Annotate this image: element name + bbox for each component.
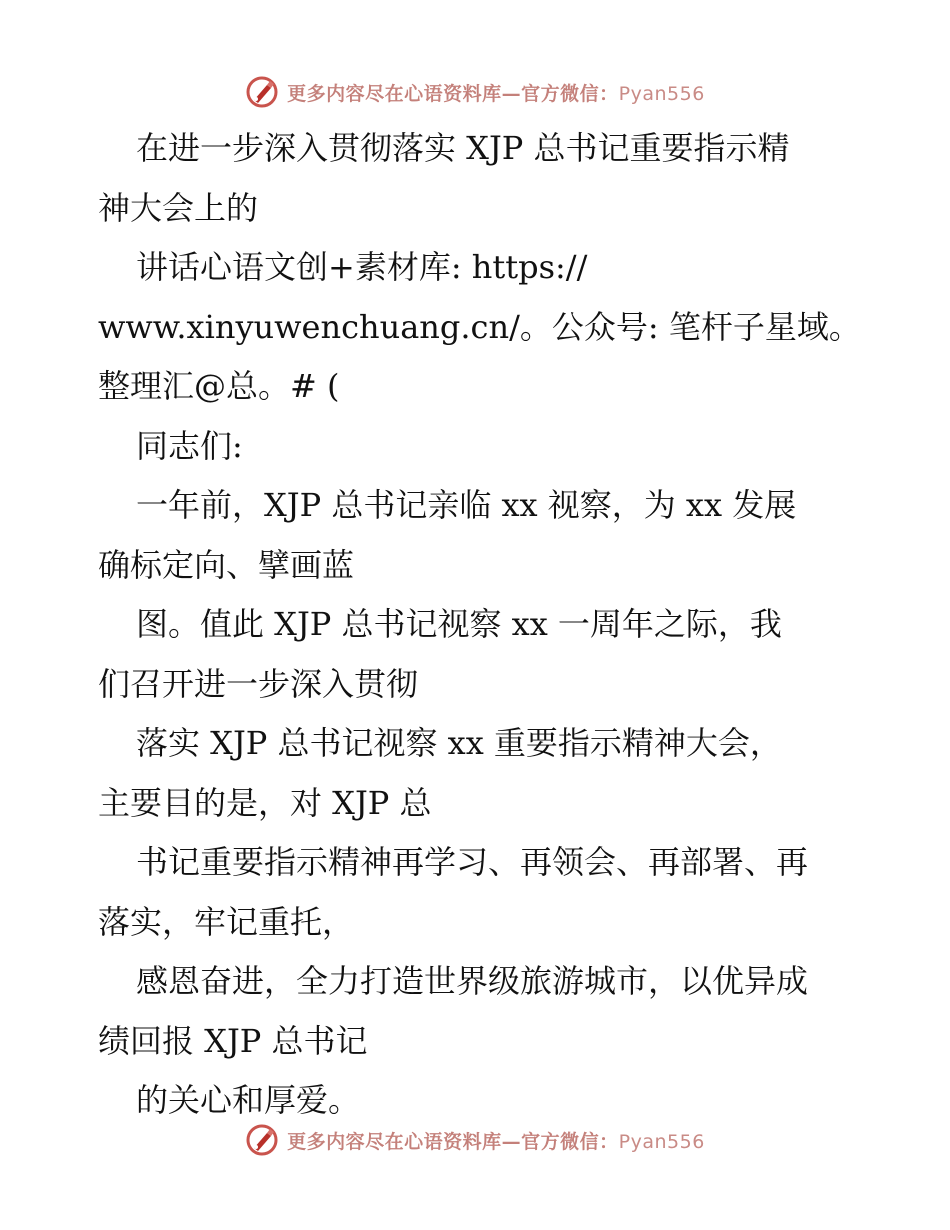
text-line: www.xinyuwenchuang.cn/。公众号: 笔杆子星域。 bbox=[98, 307, 861, 346]
text-line: 落实，牢记重托， bbox=[98, 902, 355, 941]
text-line: 图。值此 XJP 总书记视察 xx 一周年之际，我 bbox=[136, 605, 782, 643]
text-line: 绩回报 XJP 总书记 bbox=[98, 1021, 368, 1060]
text-line: 讲话心语文创+素材库: https:// bbox=[136, 248, 588, 286]
document-body bbox=[98, 119, 861, 1131]
paragraph bbox=[98, 238, 861, 417]
text-line: 在进一步深入贯彻落实 XJP 总书记重要指示精 bbox=[136, 129, 790, 167]
paragraph bbox=[98, 595, 858, 714]
text-line: 主要目的是，对 XJP 总 bbox=[98, 783, 432, 822]
paragraph bbox=[98, 833, 858, 952]
pen-seal-icon bbox=[245, 75, 279, 109]
paragraph bbox=[98, 417, 858, 477]
text-line: 确标定向、擘画蓝 bbox=[98, 545, 355, 584]
watermark-text: 更多内容尽在心语资料库—官方微信：Pyan556 bbox=[287, 1130, 705, 1153]
text-line: 感恩奋进，全力打造世界级旅游城市，以优异成 bbox=[136, 962, 809, 1000]
text-line: 落实 XJP 总书记视察 xx 重要指示精神大会， bbox=[136, 724, 782, 762]
paragraph bbox=[98, 714, 858, 833]
text-line: 们召开进一步深入贯彻 bbox=[98, 664, 419, 703]
paragraph bbox=[98, 952, 858, 1071]
footer-watermark bbox=[0, 1120, 950, 1160]
text-line: 神大会上的 bbox=[98, 188, 259, 227]
paragraph bbox=[98, 119, 858, 238]
text-line: 的关心和厚爱。 bbox=[136, 1081, 361, 1119]
text-line: 同志们: bbox=[136, 426, 243, 465]
text-line: 书记重要指示精神再学习、再领会、再部署、再 bbox=[136, 843, 809, 881]
pen-seal-icon bbox=[245, 1123, 279, 1157]
header-watermark bbox=[0, 72, 950, 112]
text-line: 一年前，XJP 总书记亲临 xx 视察，为 xx 发展 bbox=[136, 486, 797, 524]
paragraph bbox=[98, 476, 858, 595]
watermark-text: 更多内容尽在心语资料库—官方微信：Pyan556 bbox=[287, 82, 705, 105]
text-line: 整理汇@总。# ( bbox=[98, 367, 340, 405]
